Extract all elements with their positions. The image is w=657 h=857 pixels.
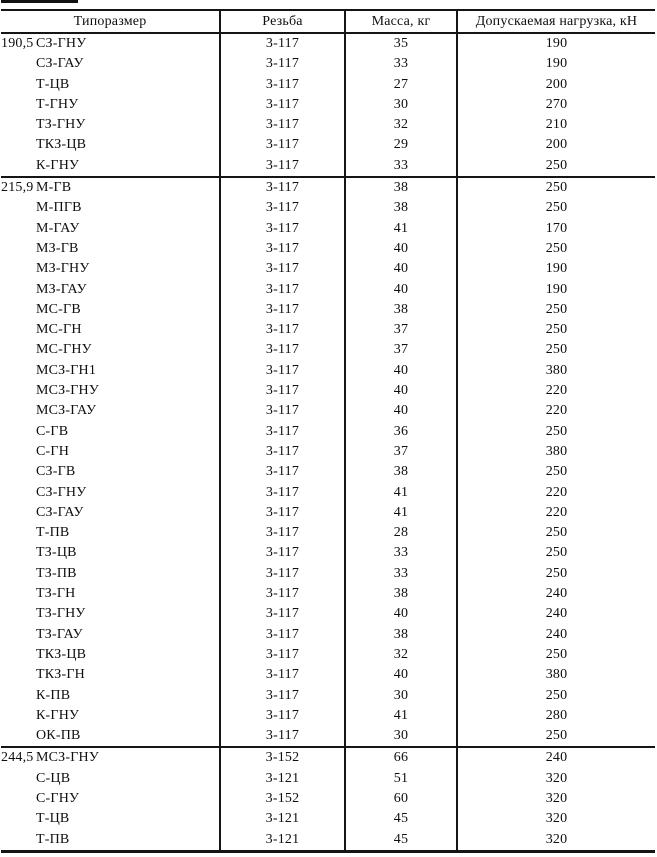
cell-typesize: [1, 198, 220, 218]
cell-mass: 27: [345, 75, 457, 95]
section-size-label: 190,5: [1, 36, 34, 51]
cell-typesize: [1, 156, 220, 177]
cell-mass: 40: [345, 259, 457, 279]
cell-load: 220: [457, 381, 655, 401]
table-row: [1, 483, 655, 503]
cell-typesize: [1, 645, 220, 665]
type-name-label: С-ГВ: [36, 423, 69, 439]
cell-mass: 36: [345, 422, 457, 442]
table-row: [1, 564, 655, 584]
section-size-label: 244,5: [1, 750, 34, 766]
cell-thread: 3-117: [220, 259, 345, 279]
cell-typesize: [1, 95, 220, 115]
table-row: [1, 625, 655, 645]
type-name-label: ТЗ-ГНУ: [36, 117, 86, 133]
cell-typesize: [1, 584, 220, 604]
cell-load: 380: [457, 361, 655, 381]
cell-load: 200: [457, 135, 655, 155]
type-name-label: ТКЗ-ГН: [36, 667, 85, 683]
cell-mass: 30: [345, 95, 457, 115]
cell-thread: 3-117: [220, 645, 345, 665]
cell-typesize: [1, 135, 220, 155]
table-row: [1, 219, 655, 239]
table-row: [1, 747, 655, 768]
cell-typesize: [1, 239, 220, 259]
cell-load: 190: [457, 33, 655, 54]
cell-load: 250: [457, 239, 655, 259]
cell-typesize: [1, 747, 220, 768]
type-name-label: МСЗ-ГАУ: [36, 403, 97, 419]
cell-typesize: [1, 543, 220, 563]
cell-thread: 3-117: [220, 462, 345, 482]
type-name-label: МЗ-ГАУ: [36, 281, 87, 297]
cell-mass: 38: [345, 584, 457, 604]
cell-thread: 3-117: [220, 320, 345, 340]
cell-mass: 40: [345, 280, 457, 300]
cell-load: 240: [457, 604, 655, 624]
cell-load: 240: [457, 747, 655, 768]
table-row: [1, 442, 655, 462]
cell-thread: 3-117: [220, 95, 345, 115]
cell-thread: 3-152: [220, 747, 345, 768]
type-name-label: Т-ПВ: [36, 831, 70, 847]
table-row: [1, 320, 655, 340]
cell-thread: 3-117: [220, 177, 345, 198]
table-row: [1, 726, 655, 747]
table-row: [1, 135, 655, 155]
cell-mass: 60: [345, 789, 457, 809]
cell-load: 170: [457, 219, 655, 239]
cell-thread: 3-121: [220, 809, 345, 829]
cell-typesize: [1, 401, 220, 421]
cell-load: 210: [457, 115, 655, 135]
cell-typesize: [1, 219, 220, 239]
cell-mass: 33: [345, 54, 457, 74]
cell-load: 250: [457, 340, 655, 360]
cell-typesize: [1, 462, 220, 482]
table-row: [1, 300, 655, 320]
table-body: [1, 33, 655, 851]
cell-mass: 38: [345, 462, 457, 482]
cell-mass: 45: [345, 830, 457, 852]
cell-thread: 3-152: [220, 789, 345, 809]
type-name-label: М-ГАУ: [36, 220, 80, 236]
type-name-label: МС-ГВ: [36, 301, 81, 317]
cell-thread: 3-117: [220, 33, 345, 54]
table-row: [1, 706, 655, 726]
cell-mass: 35: [345, 33, 457, 54]
cell-mass: 45: [345, 809, 457, 829]
type-name-label: С-ГН: [36, 443, 70, 459]
cell-mass: 29: [345, 135, 457, 155]
type-name-label: Т-ПВ: [36, 525, 70, 541]
type-name-label: ТКЗ-ЦВ: [36, 646, 87, 662]
table-row: [1, 686, 655, 706]
cell-typesize: [1, 726, 220, 747]
cell-thread: 3-117: [220, 706, 345, 726]
cell-thread: 3-117: [220, 381, 345, 401]
type-name-label: МС-ГНУ: [36, 342, 92, 358]
cell-load: 250: [457, 198, 655, 218]
cell-mass: 30: [345, 686, 457, 706]
cell-typesize: [1, 422, 220, 442]
table-row: [1, 584, 655, 604]
type-name-label: К-ГНУ: [36, 707, 80, 723]
cell-mass: 40: [345, 381, 457, 401]
cell-load: 220: [457, 503, 655, 523]
cell-thread: 3-117: [220, 198, 345, 218]
cell-load: 250: [457, 422, 655, 442]
type-name-label: МСЗ-ГН1: [36, 362, 97, 378]
cell-typesize: [1, 625, 220, 645]
table-row: [1, 75, 655, 95]
cell-typesize: [1, 361, 220, 381]
cell-thread: 3-117: [220, 503, 345, 523]
cell-load: 250: [457, 543, 655, 563]
cell-mass: 33: [345, 543, 457, 563]
cell-typesize: [1, 54, 220, 74]
table-row: [1, 381, 655, 401]
table-row: [1, 259, 655, 279]
cell-load: 190: [457, 259, 655, 279]
type-name-label: ТКЗ-ЦВ: [36, 137, 87, 153]
table-row: [1, 156, 655, 177]
cell-typesize: [1, 280, 220, 300]
cell-mass: 41: [345, 503, 457, 523]
cell-thread: 3-121: [220, 769, 345, 789]
cell-thread: 3-117: [220, 584, 345, 604]
type-name-label: МС-ГН: [36, 322, 82, 338]
cell-thread: 3-117: [220, 219, 345, 239]
cell-mass: 33: [345, 156, 457, 177]
table-row: [1, 340, 655, 360]
table-row: [1, 177, 655, 198]
cell-mass: 28: [345, 523, 457, 543]
cell-thread: 3-117: [220, 625, 345, 645]
table-row: [1, 769, 655, 789]
cell-typesize: [1, 177, 220, 198]
cell-mass: 30: [345, 726, 457, 747]
page-edge-rule-fragment: [1, 0, 78, 3]
cell-typesize: [1, 33, 220, 54]
table-row: [1, 809, 655, 829]
cell-mass: 40: [345, 239, 457, 259]
type-name-label: МЗ-ГНУ: [36, 261, 90, 277]
type-name-label: Т-ГНУ: [36, 96, 79, 112]
cell-mass: 37: [345, 340, 457, 360]
cell-load: 220: [457, 483, 655, 503]
cell-thread: 3-117: [220, 422, 345, 442]
cell-mass: 41: [345, 219, 457, 239]
cell-load: 280: [457, 706, 655, 726]
cell-thread: 3-117: [220, 239, 345, 259]
type-name-label: МСЗ-ГНУ: [36, 383, 99, 399]
cell-mass: 33: [345, 564, 457, 584]
table-row: [1, 401, 655, 421]
type-name-label: С-ЦВ: [36, 770, 71, 786]
cell-load: 250: [457, 156, 655, 177]
cell-mass: 66: [345, 747, 457, 768]
cell-thread: 3-117: [220, 686, 345, 706]
cell-load: 250: [457, 462, 655, 482]
cell-mass: 38: [345, 177, 457, 198]
type-name-label: МСЗ-ГНУ: [36, 750, 99, 766]
type-name-label: СЗ-ГАУ: [36, 56, 84, 72]
cell-thread: 3-117: [220, 483, 345, 503]
table-row: [1, 462, 655, 482]
type-name-label: ТЗ-ГАУ: [36, 626, 83, 642]
cell-mass: 38: [345, 625, 457, 645]
table-row: [1, 239, 655, 259]
cell-thread: 3-117: [220, 361, 345, 381]
table-row: [1, 665, 655, 685]
cell-load: 250: [457, 726, 655, 747]
cell-load: 250: [457, 645, 655, 665]
table-header: [1, 10, 655, 33]
cell-load: 250: [457, 177, 655, 198]
cell-load: 380: [457, 665, 655, 685]
cell-load: 220: [457, 401, 655, 421]
type-name-label: СЗ-ГНУ: [36, 36, 87, 51]
header-row: [1, 10, 655, 33]
cell-thread: 3-121: [220, 830, 345, 852]
type-name-label: ТЗ-ГНУ: [36, 606, 86, 622]
cell-load: 240: [457, 625, 655, 645]
section-size-label: 215,9: [1, 180, 34, 196]
header-mass: Масса, кг: [345, 10, 457, 33]
cell-load: 320: [457, 830, 655, 852]
type-name-label: ОК-ПВ: [36, 728, 81, 744]
table-row: [1, 604, 655, 624]
cell-typesize: [1, 320, 220, 340]
table-row: [1, 115, 655, 135]
cell-load: 380: [457, 442, 655, 462]
table-row: [1, 361, 655, 381]
cell-thread: 3-117: [220, 442, 345, 462]
cell-thread: 3-117: [220, 523, 345, 543]
cell-thread: 3-117: [220, 156, 345, 177]
cell-load: 250: [457, 523, 655, 543]
cell-thread: 3-117: [220, 280, 345, 300]
cell-load: 200: [457, 75, 655, 95]
cell-thread: 3-117: [220, 75, 345, 95]
cell-load: 320: [457, 789, 655, 809]
table-row: [1, 422, 655, 442]
cell-typesize: [1, 503, 220, 523]
cell-mass: 37: [345, 442, 457, 462]
type-name-label: С-ГНУ: [36, 790, 80, 806]
cell-typesize: [1, 115, 220, 135]
drill-pipe-spec-table: [1, 9, 655, 853]
cell-load: 320: [457, 769, 655, 789]
header-thread: Резьба: [220, 10, 345, 33]
cell-mass: 40: [345, 665, 457, 685]
cell-load: 250: [457, 686, 655, 706]
cell-load: 250: [457, 564, 655, 584]
cell-typesize: [1, 381, 220, 401]
cell-typesize: [1, 686, 220, 706]
type-name-label: Т-ЦВ: [36, 76, 70, 92]
cell-mass: 38: [345, 300, 457, 320]
type-name-label: СЗ-ГАУ: [36, 504, 84, 520]
cell-thread: 3-117: [220, 604, 345, 624]
cell-load: 250: [457, 320, 655, 340]
header-load: Допускаемая нагрузка, кН: [457, 10, 655, 33]
cell-mass: 41: [345, 706, 457, 726]
type-name-label: ТЗ-ГН: [36, 586, 76, 602]
type-name-label: ТЗ-ЦВ: [36, 545, 77, 561]
cell-thread: 3-117: [220, 54, 345, 74]
cell-load: 190: [457, 54, 655, 74]
type-name-label: СЗ-ГВ: [36, 464, 76, 480]
cell-typesize: [1, 483, 220, 503]
table-row: [1, 54, 655, 74]
cell-typesize: [1, 830, 220, 852]
cell-thread: 3-117: [220, 543, 345, 563]
cell-load: 270: [457, 95, 655, 115]
type-name-label: ТЗ-ПВ: [36, 565, 77, 581]
cell-thread: 3-117: [220, 115, 345, 135]
type-name-label: Т-ЦВ: [36, 811, 70, 827]
cell-typesize: [1, 604, 220, 624]
cell-mass: 38: [345, 198, 457, 218]
cell-thread: 3-117: [220, 564, 345, 584]
cell-typesize: [1, 523, 220, 543]
cell-mass: 40: [345, 361, 457, 381]
cell-typesize: [1, 706, 220, 726]
cell-typesize: [1, 809, 220, 829]
cell-typesize: [1, 75, 220, 95]
cell-mass: 41: [345, 483, 457, 503]
cell-load: 250: [457, 300, 655, 320]
table-row: [1, 33, 655, 54]
cell-load: 240: [457, 584, 655, 604]
cell-mass: 40: [345, 401, 457, 421]
cell-thread: 3-117: [220, 135, 345, 155]
type-name-label: СЗ-ГНУ: [36, 484, 87, 500]
cell-thread: 3-117: [220, 340, 345, 360]
cell-mass: 51: [345, 769, 457, 789]
cell-typesize: [1, 259, 220, 279]
cell-typesize: [1, 665, 220, 685]
cell-thread: 3-117: [220, 300, 345, 320]
cell-mass: 32: [345, 645, 457, 665]
type-name-label: М-ГВ: [36, 180, 72, 196]
table-row: [1, 280, 655, 300]
cell-typesize: [1, 442, 220, 462]
table-row: [1, 830, 655, 852]
type-name-label: МЗ-ГВ: [36, 240, 79, 256]
table-row: [1, 523, 655, 543]
table-row: [1, 503, 655, 523]
cell-typesize: [1, 564, 220, 584]
table-row: [1, 95, 655, 115]
cell-load: 320: [457, 809, 655, 829]
cell-thread: 3-117: [220, 401, 345, 421]
cell-mass: 32: [345, 115, 457, 135]
table-row: [1, 645, 655, 665]
table-row: [1, 198, 655, 218]
cell-mass: 40: [345, 604, 457, 624]
header-typesize: Типоразмер: [1, 10, 220, 33]
cell-mass: 37: [345, 320, 457, 340]
type-name-label: М-ПГВ: [36, 200, 82, 216]
cell-typesize: [1, 789, 220, 809]
cell-typesize: [1, 300, 220, 320]
table-row: [1, 789, 655, 809]
cell-load: 190: [457, 280, 655, 300]
type-name-label: К-ПВ: [36, 687, 71, 703]
table-row: [1, 543, 655, 563]
cell-typesize: [1, 340, 220, 360]
cell-thread: 3-117: [220, 726, 345, 747]
type-name-label: К-ГНУ: [36, 157, 80, 173]
cell-typesize: [1, 769, 220, 789]
cell-thread: 3-117: [220, 665, 345, 685]
